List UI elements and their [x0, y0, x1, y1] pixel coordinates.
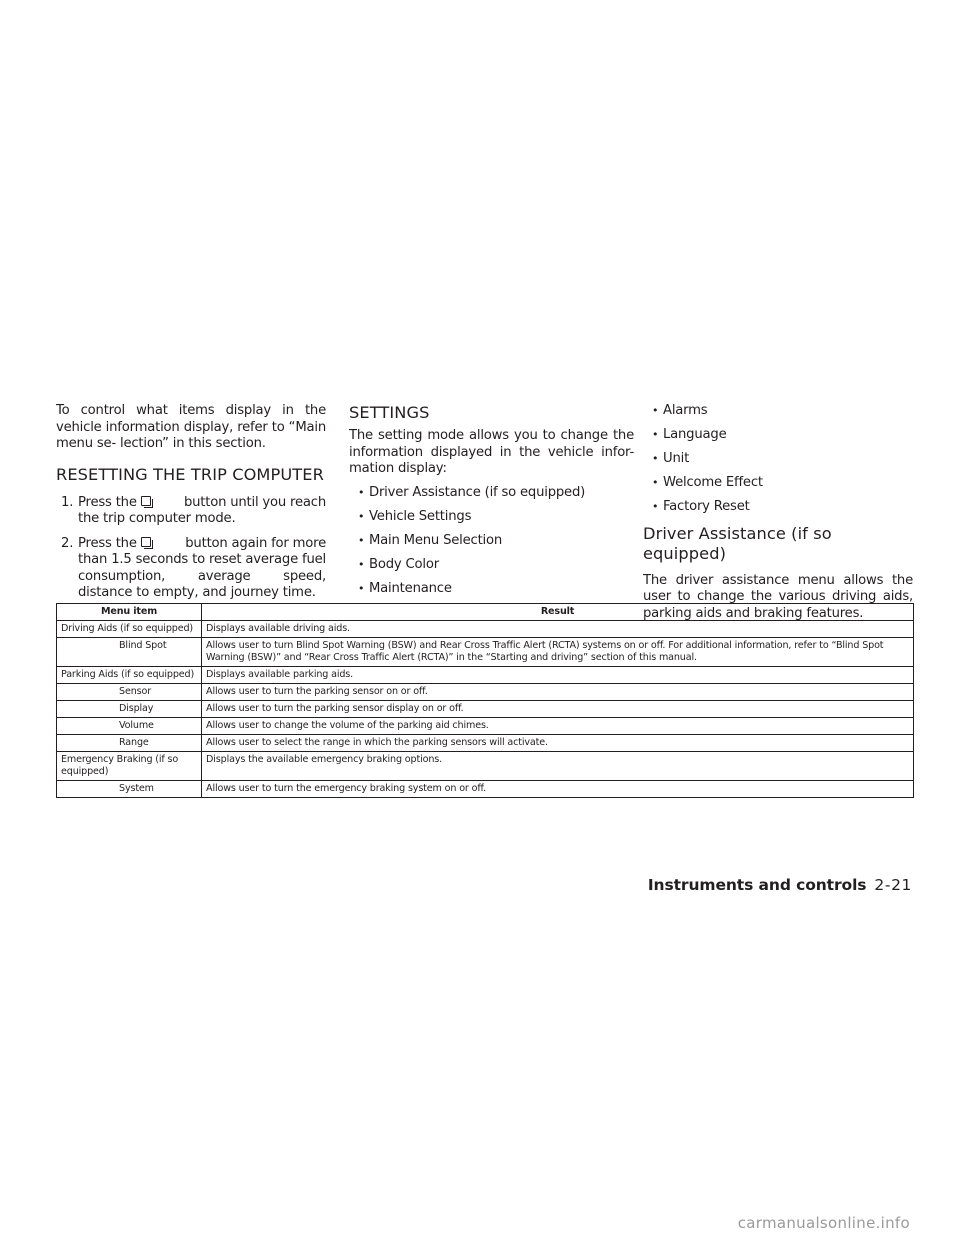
menu-item-cell: Emergency Braking (if so equipped) [57, 752, 202, 781]
result-cell: Allows user to change the volume of the parking aid chimes. [202, 718, 914, 735]
table-row [57, 684, 914, 701]
list-item: • Language [643, 427, 913, 444]
result-cell: Displays available parking aids. [202, 667, 914, 684]
step-item [56, 536, 326, 602]
submenu-item-cell: System [57, 781, 202, 798]
step-number: 2. [61, 535, 74, 551]
table-row [57, 621, 914, 638]
driver-assistance-intro: The driver assistance menu allows the user to change the various driving aids, parking aids and braking features. [643, 572, 913, 621]
footer-section-title: Instruments and controls [647, 876, 867, 894]
driver-assistance-menu-table [56, 603, 914, 798]
submenu-item-cell: Range [57, 735, 202, 752]
table-row [57, 735, 914, 752]
page-footer [648, 876, 912, 894]
watermark: carmanualsonline.info [737, 1214, 910, 1232]
table-row [57, 781, 914, 798]
step-number: 1. [61, 494, 74, 510]
page-number: 2-21 [874, 876, 912, 894]
column-header-menu-item: Menu item [57, 604, 202, 621]
display-button-icon [141, 537, 152, 548]
step-item [56, 495, 326, 528]
section-heading-settings: SETTINGS [349, 403, 430, 422]
result-cell: Allows user to turn the emergency braking system on or off. [202, 781, 914, 798]
result-cell: Allows user to select the range in which the parking sensors will activate. [202, 735, 914, 752]
list-item: • Maintenance [349, 581, 634, 598]
table-row [57, 667, 914, 684]
result-cell: Allows user to turn the parking sensor on or off. [202, 684, 914, 701]
settings-intro: The setting mode allows you to change the information displayed in the vehicle infor- mation display: [349, 428, 634, 476]
submenu-item-cell: Display [57, 701, 202, 718]
menu-item-cell: Driving Aids (if so equipped) [57, 621, 202, 638]
table-header-row [57, 604, 914, 621]
table-row [57, 752, 914, 781]
step-text: than 1.5 seconds to reset average fuel consumption, average speed, distance to empty, and journey time. [78, 552, 326, 600]
section-heading-driver-assistance: Driver Assistance (if so equipped) [643, 523, 832, 563]
result-cell: Allows user to turn the parking sensor display on or off. [202, 701, 914, 718]
section-heading-reset-trip-computer: RESETTING THE TRIP COMPUTER [56, 464, 324, 484]
step-text: Press the [78, 535, 137, 551]
result-cell: Allows user to turn Blind Spot Warning (BSW) and Rear Cross Traffic Alert (RCTA) systems on or off. For additional information, refer to “Blind Spot Warning (BSW)” and “Rear Cross Traffic Alert (RCTA)” in the “Starting and driving” section of this manual. [202, 638, 914, 667]
result-cell: Displays the available emergency braking options. [202, 752, 914, 781]
list-item: • Factory Reset [643, 499, 913, 516]
list-item: • Alarms [643, 403, 913, 420]
table-row [57, 718, 914, 735]
column-1 [56, 403, 326, 610]
list-item: • Main Menu Selection [349, 533, 634, 550]
list-item: • Body Color [349, 557, 634, 574]
menu-item-cell: Parking Aids (if so equipped) [57, 667, 202, 684]
step-text: Press the [78, 494, 137, 510]
intro-paragraph: To control what items display in the vehicle information display, refer to “Main menu se- lection” in this section. [56, 403, 326, 451]
list-item: • Welcome Effect [643, 475, 913, 492]
step-text: button until you reach [183, 494, 326, 510]
step-text: button again for more [185, 535, 326, 551]
table-row [57, 701, 914, 718]
submenu-item-cell: Blind Spot [57, 638, 202, 667]
submenu-item-cell: Sensor [57, 684, 202, 701]
display-button-icon [141, 496, 152, 507]
step-text: the trip computer mode. [78, 511, 236, 526]
list-item: • Unit [643, 451, 913, 468]
column-2 [349, 403, 634, 605]
settings-items-list [349, 485, 634, 598]
reset-steps-list [56, 495, 326, 602]
list-item: • Driver Assistance (if so equipped) [349, 485, 634, 502]
table-row [57, 638, 914, 667]
column-header-result: Result [202, 604, 914, 621]
settings-items-list-continued [643, 403, 913, 516]
list-item: • Vehicle Settings [349, 509, 634, 526]
column-3 [643, 403, 913, 622]
result-cell: Displays available driving aids. [202, 621, 914, 638]
submenu-item-cell: Volume [57, 718, 202, 735]
